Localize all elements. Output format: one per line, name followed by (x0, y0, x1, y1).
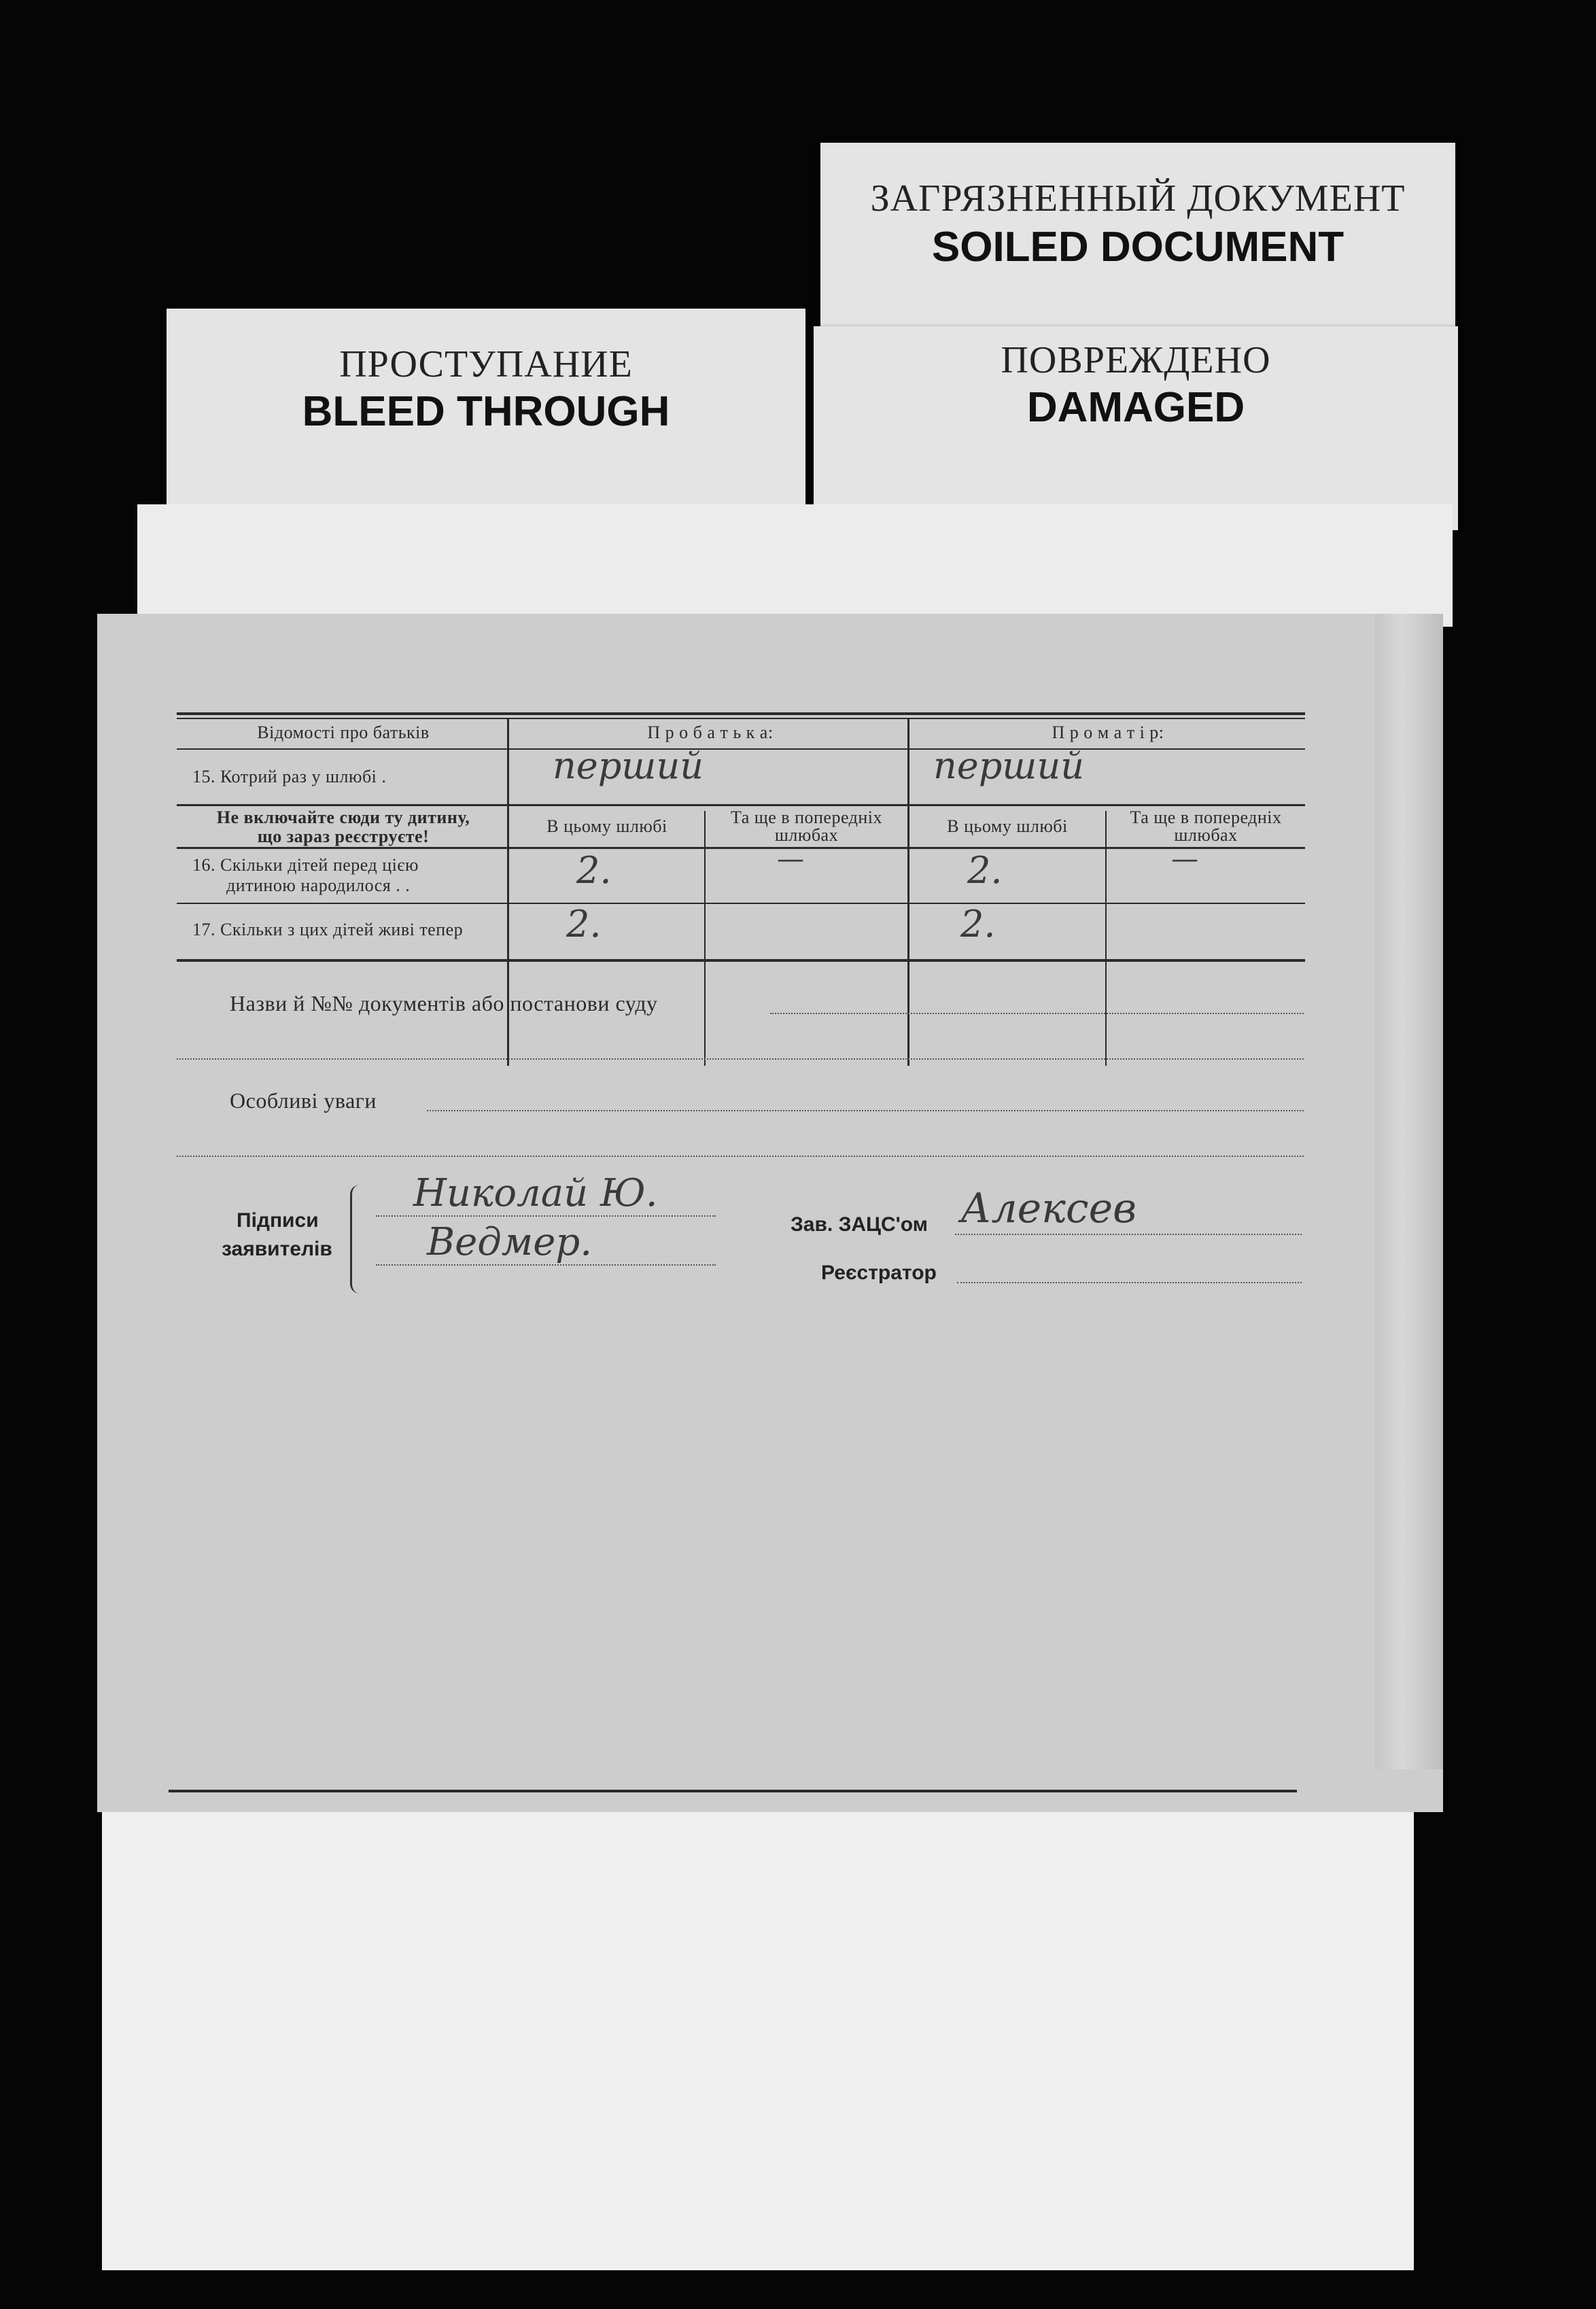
row16-father-prev: — (777, 844, 804, 875)
bottom-rule (169, 1790, 1297, 1792)
damaged-flag (814, 326, 1458, 530)
row16-father-this: 2. (576, 849, 612, 892)
bleed-flag-ru: ПРОСТУПАНИЕ (339, 343, 633, 385)
remarks-line-2 (177, 1156, 1304, 1157)
damaged-flag-en: DAMAGED (1026, 384, 1245, 431)
note-line2: що зараз реєструєте! (257, 827, 430, 846)
soiled-flag-en: SOILED DOCUMENT (931, 224, 1345, 271)
remarks-label: Особливі уваги (230, 1088, 377, 1113)
header-about-mother: П р о м а т і р: (1052, 723, 1164, 742)
subheader-mother-prev-1: Та ще в попередніх (1130, 808, 1282, 827)
subheader-mother-this: В цьому шлюбі (947, 816, 1068, 836)
torn-edge (1375, 614, 1443, 1769)
soiled-flag-ru: ЗАГРЯЗНЕННЫЙ ДОКУМЕНТ (870, 177, 1406, 220)
head-label: Зав. ЗАЦС'ом (791, 1213, 928, 1236)
remarks-line (427, 1110, 1304, 1111)
subheader-father-prev-1: Та ще в попередніх (730, 808, 883, 827)
registration-form (97, 614, 1443, 1812)
registrar-label: Реєстратор (821, 1262, 937, 1284)
documents-line (770, 1013, 1304, 1014)
row16-label-2: дитиною народилося . . (226, 875, 411, 895)
applicant-signature-2: Ведмер. (427, 1220, 593, 1264)
note-line1: Не включайте сюди ту дитину, (216, 808, 470, 827)
row17-mother-this: 2. (960, 903, 996, 945)
documents-line-2 (177, 1058, 1304, 1060)
row17-father-this: 2. (566, 903, 602, 945)
white-strip (137, 504, 1453, 627)
documents-label: Назви й №№ документів або постанови суду (230, 991, 658, 1015)
head-line (955, 1234, 1302, 1235)
subheader-father-this: В цьому шлюбі (547, 816, 667, 836)
bleed-flag-en: BLEED THROUGH (302, 388, 670, 435)
subheader-father-prev-2: шлюбах (774, 825, 839, 845)
row16-label-1: 16. Скільки дітей перед цією (192, 855, 419, 875)
bleed-through-flag (167, 309, 805, 519)
registrar-line (957, 1282, 1302, 1283)
soiled-document-flag (820, 143, 1455, 329)
signatures-label-2: заявителів (222, 1238, 332, 1260)
head-signature: Алексев (960, 1185, 1137, 1232)
signature-line-2 (376, 1264, 716, 1266)
row15-mother-value: перший (933, 744, 1085, 787)
header-about-father: П р о б а т ь к а: (647, 723, 774, 742)
row15-father-value: перший (553, 744, 704, 787)
signature-line-1 (376, 1215, 716, 1217)
under-sheet (102, 1767, 1414, 2270)
signatures-label-1: Підписи (237, 1209, 319, 1232)
row16-mother-prev: — (1171, 844, 1198, 875)
header-parents-info: Відомості про батьків (257, 723, 430, 742)
row15-label: 15. Котрий раз у шлюбі . (192, 767, 387, 786)
damaged-flag-ru: ПОВРЕЖДЕНО (1001, 339, 1271, 381)
table-vline-3 (704, 811, 706, 1066)
table-vline-4 (1105, 811, 1107, 1066)
row16-mother-this: 2. (967, 849, 1003, 892)
applicant-signature-1: Николай Ю. (413, 1171, 658, 1215)
subheader-mother-prev-2: шлюбах (1174, 825, 1238, 845)
row17-label: 17. Скільки з цих дітей живі тепер (192, 920, 464, 939)
signatures-brace (350, 1185, 364, 1294)
